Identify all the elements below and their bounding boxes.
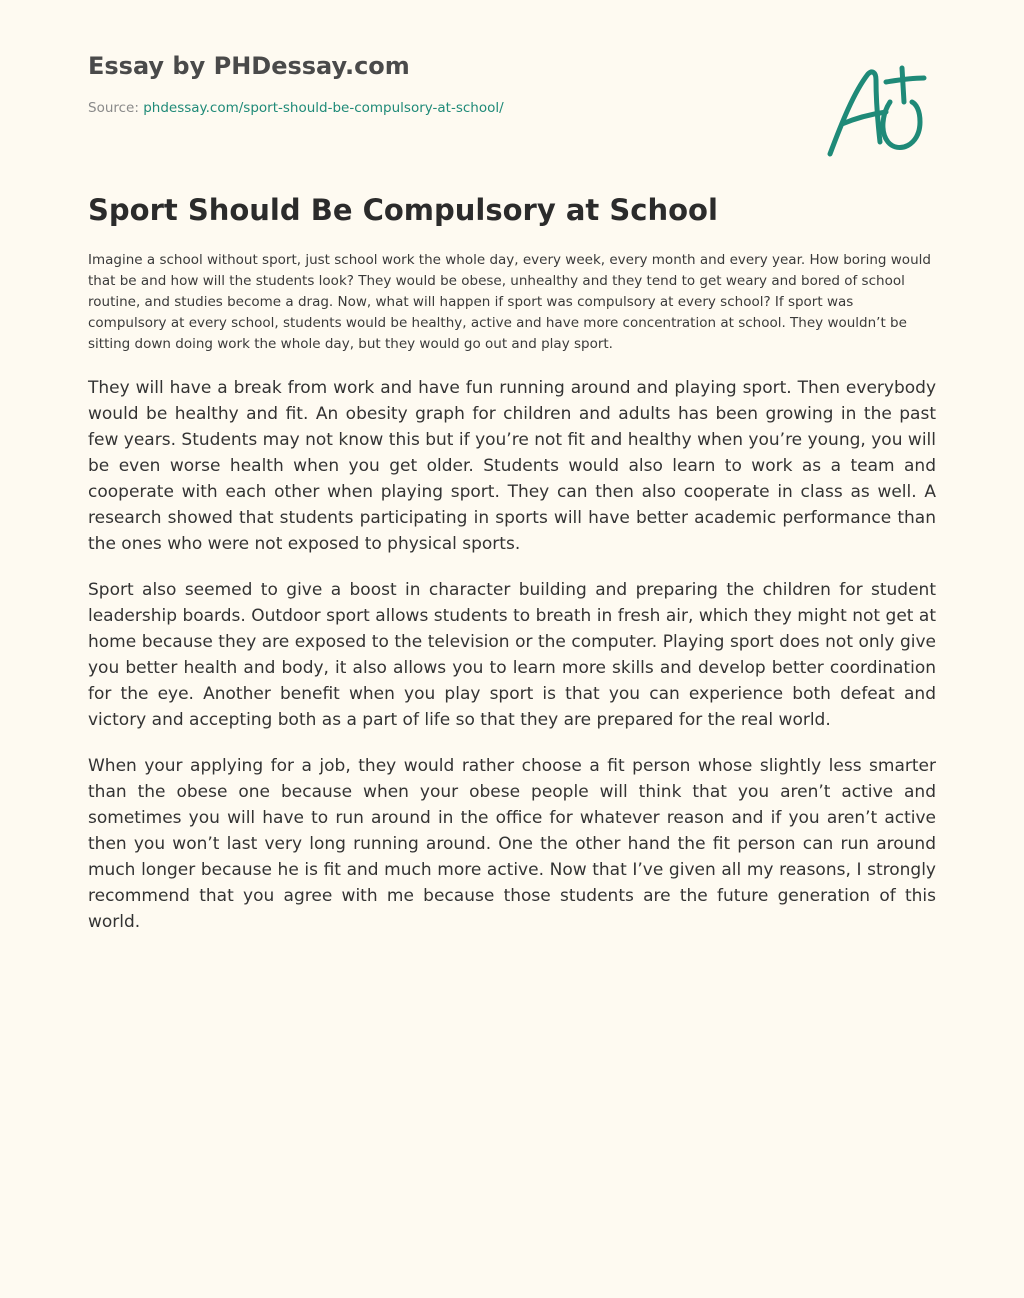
essay-intro: Imagine a school without sport, just school work the whole day, every week, every month and every year. How boring would that be and how will the students look? They would be obese, unhealthy and they tend to get weary and bored of school routine, and studies become a drag. Now, what will happen if sport was compulsory at every school? If sport was compulsory at every school, students would be healthy, active and have more concentration at school. They wouldn’t be sitting down doing work the whole day, but they would go out and play sport. — [88, 252, 931, 352]
source-label: Source: — [88, 100, 139, 116]
essay-title: Sport Should Be Compulsory at School — [88, 193, 718, 227]
essay-body — [88, 250, 936, 955]
a-plus-grade-icon — [820, 62, 930, 162]
brand-title: Essay by PHDessay.com — [88, 52, 410, 80]
source-line — [88, 98, 788, 118]
page-header — [88, 50, 788, 118]
source-link[interactable]: phdessay.com/sport-should-be-compulsory-at-school/ — [143, 100, 504, 116]
essay-paragraph: Sport also seemed to give a boost in character building and preparing the children for student leadership boards. Outdoor sport allows students to breath in fresh air, which they might not get at home because they are exposed to the television or the computer. Playing sport does not only give you better health and body, it also allows you to learn more skills and develop better coordination for the eye. Another benefit when you play sport is that you can experience both defeat and victory and accepting both as a part of life so that they are prepared for the real world. — [88, 580, 936, 730]
essay-paragraph: They will have a break from work and have fun running around and playing sport. Then everybody would be healthy and fit. An obesity graph for children and adults has been growing in the past few years. Students may not know this but if you’re not fit and healthy when you’re young, you will be even worse health when you get older. Students would also learn to work as a team and cooperate with each other when playing sport. They can then also cooperate in class as well. A research showed that students participating in sports will have better academic performance than the ones who were not exposed to physical sports. — [88, 378, 936, 554]
essay-paragraph: When your applying for a job, they would rather choose a fit person whose slightly less smarter than the obese one because when your obese people will think that you aren’t active and sometimes you will have to run around in the office for whatever reason and if you aren’t active then you won’t last very long running around. One the other hand the fit person can run around much longer because he is fit and much more active. Now that I’ve given all my reasons, I strongly recommend that you agree with me because those students are the future generation of this world. — [88, 756, 936, 932]
